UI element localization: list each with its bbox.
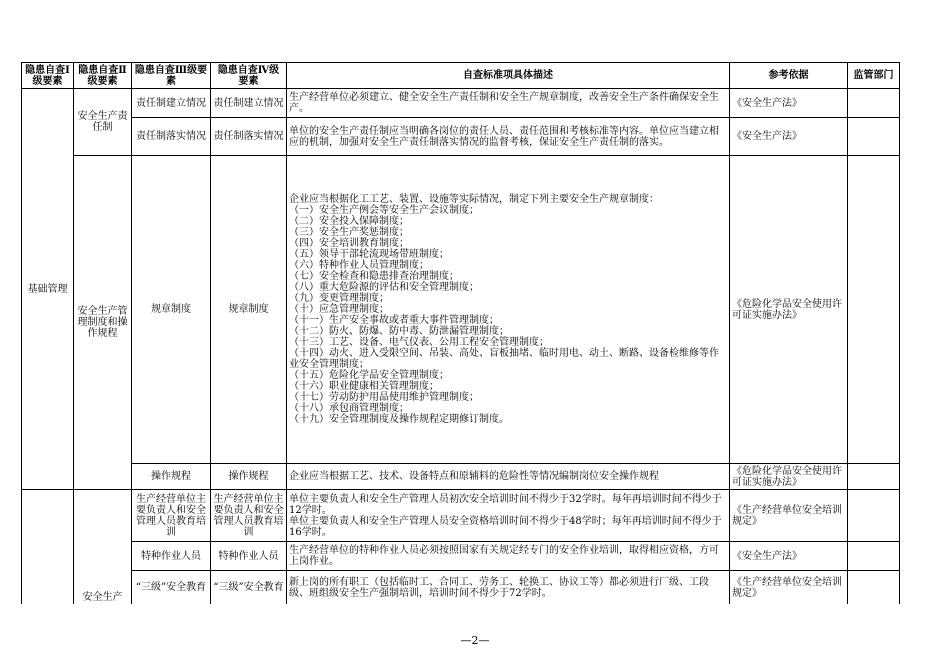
- level3-cell: “三级”安全教育: [132, 571, 211, 605]
- safety-checklist-table: [21, 62, 900, 604]
- header-level2: 隐患自查Ⅱ级要素: [74, 63, 132, 89]
- department-cell: [848, 118, 900, 156]
- level3-cell: 责任制建立情况: [132, 89, 211, 118]
- level2-cell: 安全生产责任制: [74, 89, 132, 156]
- department-cell: [848, 571, 900, 605]
- description-cell: 生产经营单位必须建立、健全安全生产责任制和安全生产规章制度，改善安全生产条件确保安全生产。: [287, 89, 730, 118]
- description-cell: 单位的安全生产责任制应当明确各岗位的责任人员、责任范围和考核标准等内容。单位应当建立相应的机制，加强对安全生产责任制落实情况的监督考核，保证安全生产责任制的落实。: [287, 118, 730, 156]
- header-department: 监管部门: [848, 63, 900, 89]
- department-cell: [848, 89, 900, 118]
- level3-cell: 生产经营单位主要负责人和安全管理人员教育培训: [132, 490, 211, 542]
- header-description: 自查标准项具体描述: [287, 63, 730, 89]
- level3-cell: 规章制度: [132, 156, 211, 464]
- level3-cell: 责任制落实情况: [132, 118, 211, 156]
- table-row: [22, 118, 900, 156]
- level4-cell: 规章制度: [211, 156, 287, 464]
- description-cell: 生产经营单位的特种作业人员必须按照国家有关规定经专门的安全作业培训，取得相应资格，方可上岗作业。: [287, 542, 730, 571]
- level4-cell: 责任制落实情况: [211, 118, 287, 156]
- reference-cell: 《安全生产法》: [730, 89, 848, 118]
- department-cell: [848, 490, 900, 542]
- department-cell: [848, 464, 900, 490]
- table-row: [22, 542, 900, 571]
- level1-cell: 基础管理: [22, 89, 74, 490]
- description-cell: 企业应当根据工艺、技术、设备特点和原辅料的危险性等情况编制岗位安全操作规程: [287, 464, 730, 490]
- level4-cell: 责任制建立情况: [211, 89, 287, 118]
- level4-cell: 特种作业人员: [211, 542, 287, 571]
- table-row: [22, 464, 900, 490]
- department-cell: [848, 156, 900, 464]
- level3-cell: 特种作业人员: [132, 542, 211, 571]
- reference-cell: 《危险化学品安全使用许可证实施办法》: [730, 156, 848, 464]
- table-row: [22, 490, 900, 542]
- reference-cell: 《危险化学品安全使用许可证实施办法》: [730, 464, 848, 490]
- header-row: [22, 63, 900, 89]
- header-level1: 隐患自查Ⅰ级要素: [22, 63, 74, 89]
- reference-cell: 《生产经营单位安全培训规定》: [730, 571, 848, 605]
- level2-cell: 安全生产: [74, 490, 132, 605]
- page-number: —2—: [460, 634, 490, 647]
- level4-cell: “三级”安全教育: [211, 571, 287, 605]
- description-cell: 企业应当根据化工工艺、装置、设施等实际情况，制定下列主要安全生产规章制度： （一）安全生产例会等安全生产会议制度； （二）安全投入保障制度； （三）安全生产奖惩制度； （四）安全培训教育制度； （五）领导干部轮流现场带班制度； （六）特种作业人员管理制度； （七）安全检查和隐患排查治理制度； （八）重大危险源的评估和安全管理制度； （九）变更管理制度； （十）应急管理制度； （十一）生产安全事故或者重大事件管理制度； （十二）防火、防爆、防中毒、防泄漏管理制度； （十三）工艺、设备、电气仪表、公用工程安全管理制度； （十四）动火、进入受限空间、吊装、高处、盲板抽堵、临时用电、动土、断路、设备检维修等作业安全管理制度； （十五）危险化学品安全管理制度； （十六）职业健康相关管理制度； （十七）劳动防护用品使用维护管理制度； （十八）承包商管理制度； （十九）安全管理制度及操作规程定期修订制度。: [287, 156, 730, 464]
- table-row: [22, 156, 900, 464]
- description-cell: 单位主要负责人和安全生产管理人员初次安全培训时间不得少于32学时。每年再培训时间不得少于12学时。 单位主要负责人和安全生产管理人员安全资格培训时间不得少于48学时；每年再培训时间不得少于16学时。: [287, 490, 730, 542]
- level3-cell: 操作规程: [132, 464, 211, 490]
- description-cell: 新上岗的所有职工（包括临时工、合同工、劳务工、轮换工、协议工等）都必须进行厂级、工段级、班组级安全生产强制培训，培训时间不得少于72学时。: [287, 571, 730, 605]
- level1-continuation-cell: [22, 490, 74, 605]
- header-level4: 隐患自查Ⅳ级要素: [211, 63, 287, 89]
- department-cell: [848, 542, 900, 571]
- level4-cell: 生产经营单位主要负责人和安全管理人员教育培训: [211, 490, 287, 542]
- reference-cell: 《生产经营单位安全培训规定》: [730, 490, 848, 542]
- level2-cell: 安全生产管理制度和操作规程: [74, 156, 132, 490]
- reference-cell: 《安全生产法》: [730, 542, 848, 571]
- header-level3: 隐患自查Ⅲ级要素: [132, 63, 211, 89]
- table-row: [22, 89, 900, 118]
- reference-cell: 《安全生产法》: [730, 118, 848, 156]
- table-row: [22, 571, 900, 605]
- header-reference: 参考依据: [730, 63, 848, 89]
- level4-cell: 操作规程: [211, 464, 287, 490]
